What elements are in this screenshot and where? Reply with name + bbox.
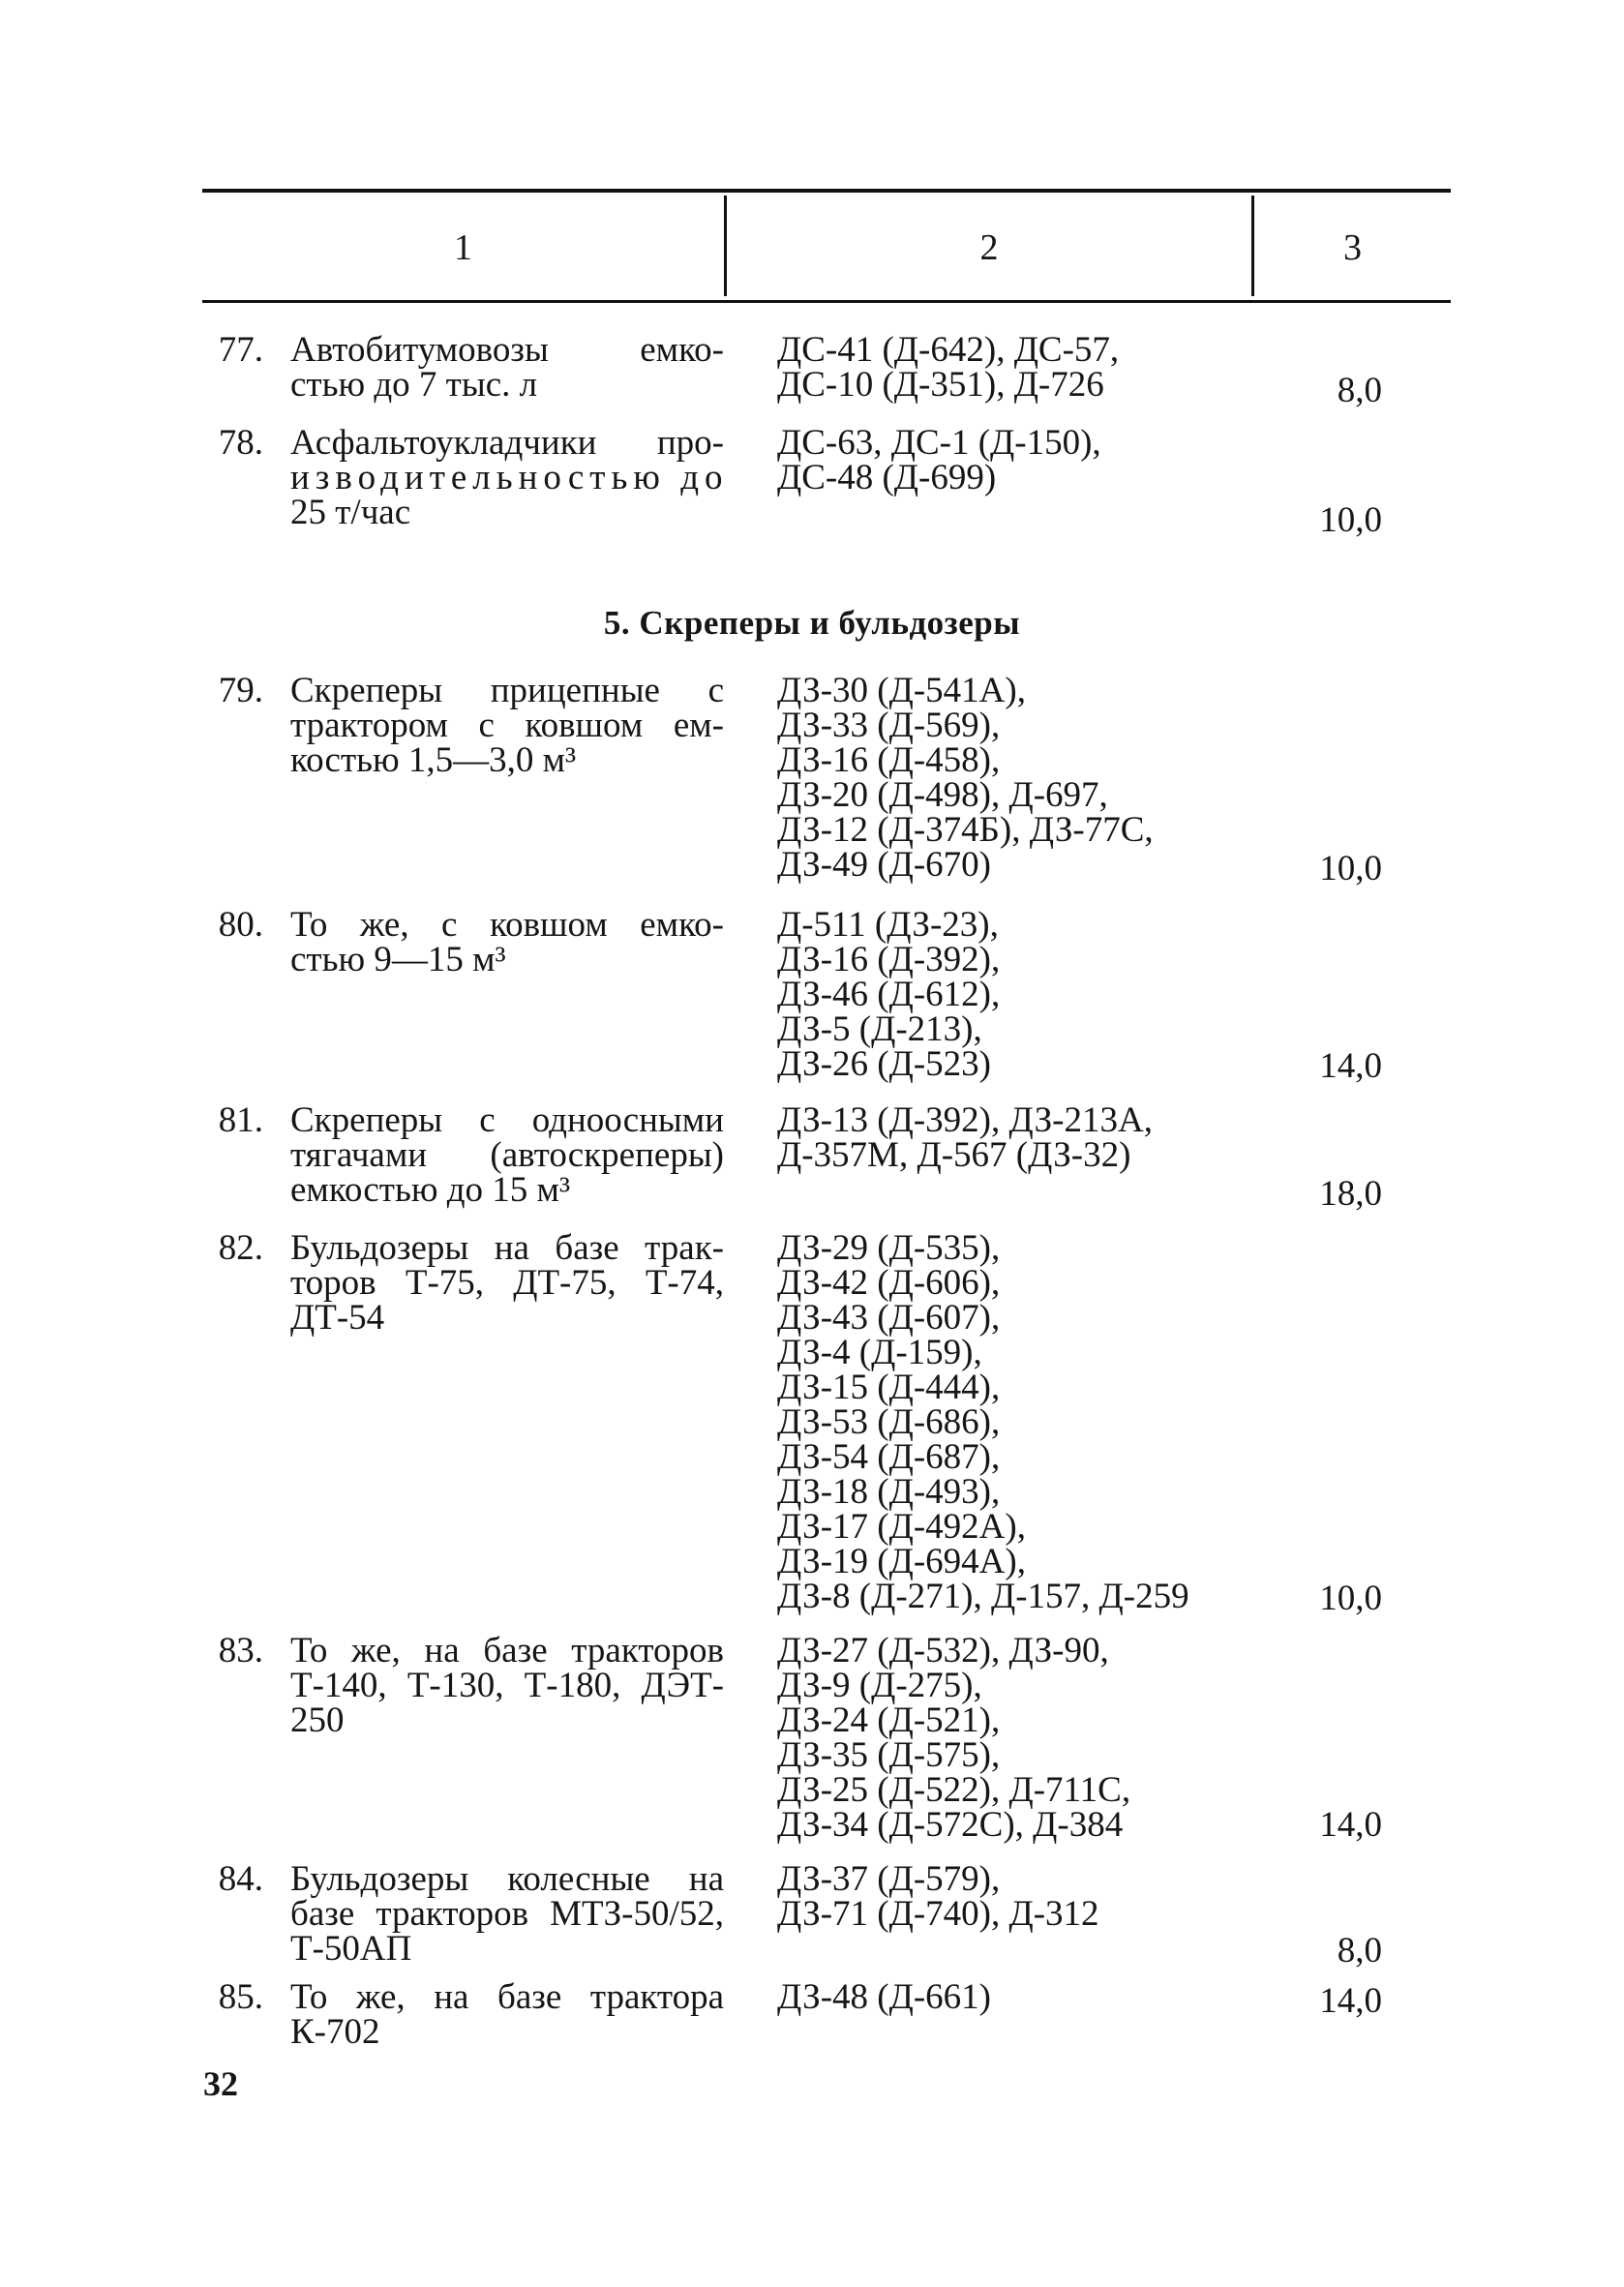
row-number: 77.	[218, 330, 263, 370]
header-col-3: 3	[1343, 227, 1362, 268]
page-number: 32	[203, 2064, 238, 2103]
row-value: 10,0	[1319, 500, 1382, 540]
row-code-line: ДС-41 (Д-642), ДС-57,	[777, 330, 1120, 370]
row-code-line: ДЗ-46 (Д-612),	[777, 975, 1001, 1014]
row-code-line: ДЗ-35 (Д-575),	[777, 1735, 1001, 1775]
row-name-line: Автобитумовозы емко-	[290, 330, 724, 370]
row-number: 85.	[218, 1977, 263, 2017]
row-value: 14,0	[1319, 1981, 1382, 2021]
row-name-line: ДТ-54	[290, 1298, 385, 1338]
row-value: 10,0	[1319, 849, 1382, 888]
row-name-line: Скреперы с одноосными	[290, 1100, 724, 1140]
row-name-line: базе тракторов МТЗ-50/52,	[290, 1894, 724, 1934]
row-code-line: ДЗ-37 (Д-579),	[777, 1859, 1001, 1899]
header-col-2: 2	[979, 227, 999, 268]
row-number: 82.	[218, 1228, 263, 1268]
row-code-line: ДЗ-4 (Д-159),	[777, 1333, 982, 1372]
row-code-line: ДЗ-5 (Д-213),	[777, 1009, 982, 1049]
header-top-rule	[202, 189, 1451, 193]
row-name-line: стью 9—15 м³	[290, 940, 506, 979]
row-code-line: ДЗ-15 (Д-444),	[777, 1368, 1001, 1407]
row-name-line: 25 т/час	[290, 493, 411, 532]
row-code-line: ДЗ-19 (Д-694А),	[777, 1542, 1026, 1581]
row-number: 78.	[218, 423, 263, 463]
row-code-line: ДЗ-49 (Д-670)	[777, 845, 991, 885]
row-name-line: Бульдозеры колесные на	[290, 1859, 724, 1899]
row-code-line: ДЗ-71 (Д-740), Д-312	[777, 1894, 1099, 1934]
row-code-line: ДЗ-18 (Д-493),	[777, 1472, 1001, 1512]
row-code-line: ДЗ-16 (Д-392),	[777, 940, 1001, 979]
row-value: 8,0	[1337, 1931, 1382, 1971]
row-code-line: ДЗ-54 (Д-687),	[777, 1437, 1001, 1477]
row-number: 83.	[218, 1631, 263, 1670]
row-value: 10,0	[1319, 1579, 1382, 1618]
row-code-line: ДС-48 (Д-699)	[777, 458, 997, 497]
row-code-line: ДЗ-33 (Д-569),	[777, 706, 1001, 745]
row-code-line: ДЗ-48 (Д-661)	[777, 1977, 991, 2017]
row-name-line: То же, с ковшом емко-	[290, 905, 724, 945]
section-title: 5. Скреперы и бульдозеры	[603, 604, 1021, 642]
row-code-line: Д-511 (ДЗ-23),	[777, 905, 999, 945]
row-name-line: То же, на базе тракторов	[290, 1631, 724, 1670]
row-name-line: Бульдозеры на базе трак-	[290, 1228, 724, 1268]
row-name-line: Т-50АП	[290, 1929, 412, 1969]
row-value: 14,0	[1319, 1046, 1382, 1086]
row-code-line: ДЗ-34 (Д-572С), Д-384	[777, 1805, 1124, 1845]
row-value: 8,0	[1337, 371, 1382, 410]
row-number: 81.	[218, 1100, 263, 1140]
row-code-line: ДЗ-25 (Д-522), Д-711С,	[777, 1770, 1131, 1810]
row-name-line: То же, на базе трактора	[290, 1977, 724, 2017]
row-number: 79.	[218, 671, 263, 710]
row-code-line: ДС-63, ДС-1 (Д-150),	[777, 423, 1101, 463]
row-code-line: ДЗ-9 (Д-275),	[777, 1666, 982, 1705]
row-name-line: торов Т-75, ДТ-75, Т-74,	[290, 1263, 724, 1303]
row-code-line: ДЗ-17 (Д-492А),	[777, 1507, 1026, 1547]
row-code-line: ДЗ-12 (Д-374Б), ДЗ-77С,	[777, 810, 1154, 850]
row-code-line: ДЗ-42 (Д-606),	[777, 1263, 1001, 1303]
row-name-line: Асфальтоукладчики про-	[290, 423, 724, 463]
row-value: 14,0	[1319, 1805, 1382, 1845]
row-code-line: ДЗ-24 (Д-521),	[777, 1700, 1001, 1740]
row-number: 80.	[218, 905, 263, 945]
row-code-line: ДЗ-43 (Д-607),	[777, 1298, 1001, 1338]
row-code-line: Д-357М, Д-567 (ДЗ-32)	[777, 1135, 1131, 1175]
header-bottom-rule	[202, 300, 1451, 303]
row-code-line: ДС-10 (Д-351), Д-726	[777, 365, 1104, 405]
row-name-line: К-702	[290, 2012, 380, 2052]
row-code-line: ДЗ-13 (Д-392), ДЗ-213А,	[777, 1100, 1153, 1140]
row-code-line: ДЗ-8 (Д-271), Д-157, Д-259	[777, 1577, 1189, 1616]
row-name-line: Скреперы прицепные с	[290, 671, 724, 710]
row-code-line: ДЗ-30 (Д-541А),	[777, 671, 1026, 710]
row-name-line: стью до 7 тыс. л	[290, 365, 538, 405]
row-name-line: тягачами (автоскреперы)	[290, 1135, 724, 1175]
row-code-line: ДЗ-16 (Д-458),	[777, 740, 1001, 780]
row-code-line: ДЗ-26 (Д-523)	[777, 1044, 991, 1084]
row-code-line: ДЗ-20 (Д-498), Д-697,	[777, 775, 1108, 815]
row-code-line: ДЗ-53 (Д-686),	[777, 1402, 1001, 1442]
row-number: 84.	[218, 1859, 263, 1899]
row-code-line: ДЗ-29 (Д-535),	[777, 1228, 1001, 1268]
row-name-line: трактором с ковшом ем-	[290, 706, 724, 745]
row-name-line: 250	[290, 1700, 345, 1740]
row-name-line: костью 1,5—3,0 м³	[290, 740, 577, 780]
row-value: 18,0	[1319, 1174, 1382, 1214]
header-col-1: 1	[454, 227, 472, 268]
row-name-line: изводительностью до	[290, 458, 729, 497]
row-name-line: Т-140, Т-130, Т-180, ДЭТ-	[290, 1666, 724, 1705]
row-name-line: емкостью до 15 м³	[290, 1170, 571, 1210]
row-code-line: ДЗ-27 (Д-532), ДЗ-90,	[777, 1631, 1109, 1670]
